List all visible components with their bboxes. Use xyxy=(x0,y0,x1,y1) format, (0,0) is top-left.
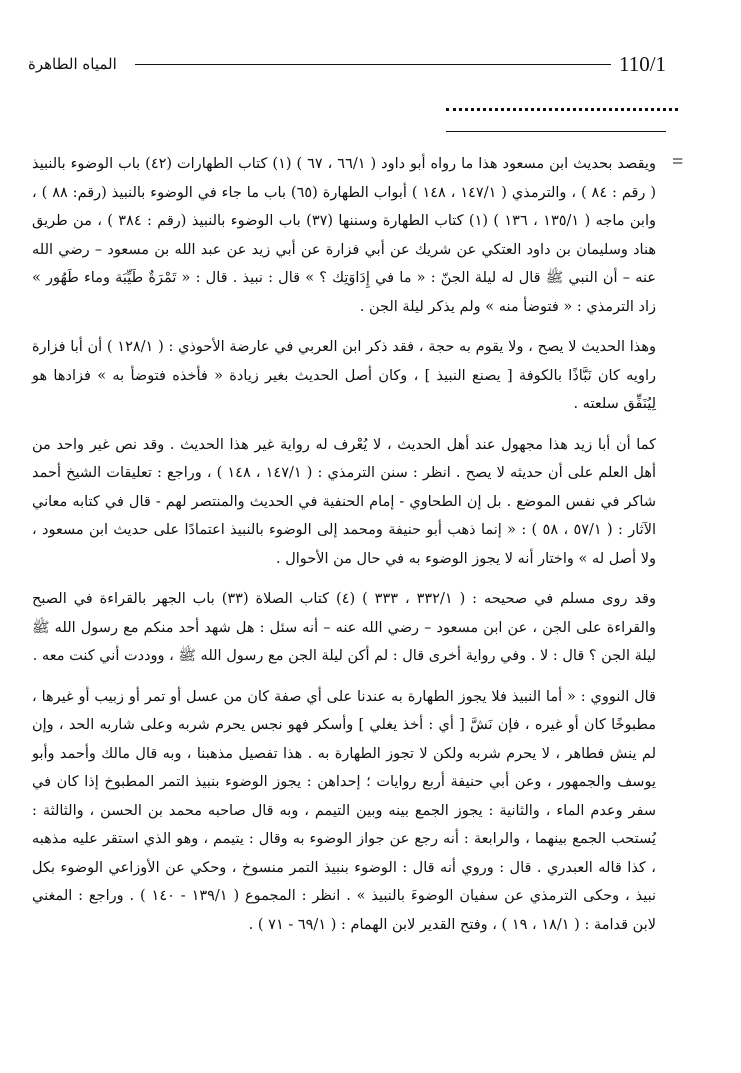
footnote-rule xyxy=(446,131,666,132)
dotted-separator xyxy=(446,108,678,117)
footnote-paragraph: قال النووي : « أما النبيذ فلا يجوز الطهارة به عندنا على أي صفة كان من عسل أو تمر أو زبيب أو غيرها ، مطبوخًا كان أو غيره ، فإن نَشَّ [ أي : أخذ يغلي ] وأسكر فهو نجس يحرم شربه وعلى شاربه الحد ، وإن لم ينش فطاهر ، لا يحرم شربه ولكن لا تجوز الطهارة به . هذا تفصيل مذهبنا ، وبه قال مالك وأحمد وأبو يوسف والجمهور ، وعن أبي حنيفة أربع روايات ؛ إحداهن : يجوز الوضوء بنبيذ التمر المطبوخ إذا كان في سفر وعدم الماء ، والثانية : يجوز الجمع بينه وبين التيمم ، وبه قال صاحبه محمد بن الحسن ، والثالثة : يُستحب الجمع بينهما ، والرابعة : أنه رجع عن جواز الوضوء به وقال : يتيمم ، وهو الذي استقر عليه مذهبه ، كذا قاله العبدري . قال : وروي أنه قال : الوضوء بنبيذ التمر منسوخ ، وحكي عن الأوزاعي الوضوء بكل نبيذ ، وحكى الترمذي عن سفيان الوضوءَ بالنبيذ » . انظر : المجموع ( ١٣٩/١ - ١٤٠ ) . وراجع : المغني لابن قدامة : ( ١٨/١ ، ١٩ ) ، وفتح القدير لابن الهمام : ( ٦٩/١ - ٧١ ) . xyxy=(32,688,657,933)
continuation-mark: = xyxy=(672,151,684,173)
footnote-paragraph: كما أن أبا زيد هذا مجهول عند أهل الحديث ، لا يُعْرف له رواية غير هذا الحديث . وقد نص غير واحد من أهل العلم على أن حديثه لا يصح . انظر : سنن الترمذي : ( ١٤٧/١ ، ١٤٨ ) ، وراجع : تعليقات الشيخ أحمد شاكر في نفس الموضع . بل إن الطحاوي - إمام الحنفية في الحديث والمنتصر لهم - قال في كتابه معاني الآثار : ( ٥٧/١ ، ٥٨ ) : « إنما ذهب أبو حنيفة ومحمد إلى الوضوء بالنبيذ اعتمادًا على حديث ابن مسعود ، ولا أصل له » واختار أنه لا يجوز الوضوء به في حال من الأحوال . xyxy=(32,436,656,567)
footnote-paragraph: وهذا الحديث لا يصح ، ولا يقوم به حجة ، فقد ذكر ابن العربي في عارضة الأحوذي : ( ١٢٨/١ ) أن أبا فزارة راويه كان نَبَّاذًا بالكوفة [ يصنع النبيذ ] ، وكان أصل الحديث بغير زيادة « فأخذه فتوضأ به » فزادها هو لِيُنَفِّق سلعته . xyxy=(32,339,656,412)
footnote-paragraph: وقد روى مسلم في صحيحه : ( ٣٣٢/١ ، ٣٣٣ ) (٤) كتاب الصلاة (٣٣) باب الجهر بالقراءة في الصبح والقراءة على الجن ، عن ابن مسعود – رضي الله عنه – أنه سئل : هل شهد أحد منكم مع رسول الله ﷺ ليلة الجن ؟ قال : لا . وفي رواية أخرى قال : لم أكن ليلة الجن مع رسول الله ﷺ ، ووددت أني كنت معه . xyxy=(32,591,656,664)
page-number: 110/1 xyxy=(619,52,667,76)
footnote-paragraph: ويقصد بحديث ابن مسعود هذا ما رواه أبو داود ( ٦٦/١ ، ٦٧ ) (١) كتاب الطهارات (٤٢) باب الوضوء بالنبيذ ( رقم : ٨٤ ) ، والترمذي ( ١٤٧/١ ، ١٤٨ ) أبواب الطهارة (٦٥) باب ما جاء في الوضوء بالنبيذ (رقم: ٨٨ ) ، وابن ماجه ( ١٣٥/١ ، ١٣٦ ) (١) كتاب الطهارة وسننها (٣٧) باب الوضوء بالنبيذ (رقم : ٣٨٤ ) ، من طريق هناد وسليمان بن داود العتكي عن شريك عن أبي فزارة عن أبي زيد عن عبد الله بن مسعود – رضي الله عنه – أن النبي ﷺ قال له ليلة الجنّ : « ما في إِدَاوَتِك ؟ » قال : نبيذ . قال : « تَمْرَةٌ طَيِّبَة وماء طَهُور » زاد الترمذي : « فتوضأ منه » ولم يذكر ليلة الجن . xyxy=(32,156,657,315)
running-title: المياه الطاهرة xyxy=(28,55,117,73)
footnote-body xyxy=(32,150,656,951)
header-rule xyxy=(135,64,611,65)
page-header xyxy=(28,52,714,82)
